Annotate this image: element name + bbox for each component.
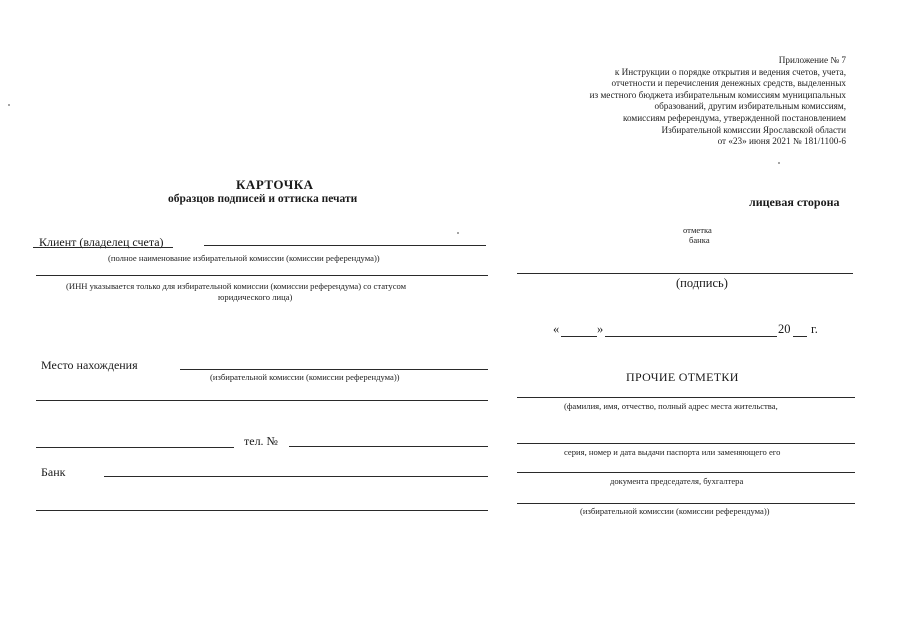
appendix-line: отчетности и перечисления денежных средств, выделенных — [611, 78, 846, 89]
card-title: КАРТОЧКА — [236, 177, 314, 192]
date-year-line — [793, 336, 807, 337]
other-marks-hint-3: документа председателя, бухгалтера — [610, 476, 744, 486]
inn-hint-line1: (ИНН указывается только для избирательной комиссии (комиссии референдума) со статусом — [66, 281, 407, 291]
other-marks-line-2 — [517, 443, 855, 444]
location-hint: (избирательной комиссии (комиссии референдума)) — [210, 372, 400, 382]
appendix-line: комиссиям референдума, утвержденной постановлением — [623, 112, 846, 123]
appendix-line: из местного бюджета избирательным комиссиям муниципальных — [589, 89, 846, 100]
other-marks-line-3 — [517, 472, 855, 473]
date-year-prefix: 20 — [778, 322, 791, 336]
scan-speck — [8, 104, 10, 106]
signature-hint: (подпись) — [676, 276, 728, 290]
date-quote-open: « — [553, 322, 560, 336]
appendix-line: образований, другим избирательным комиссиям, — [654, 101, 846, 112]
date-quote-close: » — [597, 322, 604, 336]
other-marks-title: ПРОЧИЕ ОТМЕТКИ — [626, 370, 739, 384]
phone-field-line — [289, 446, 488, 447]
client-hint: (полное наименование избирательной комиссии (комиссии референдума)) — [108, 253, 380, 263]
date-month-line — [605, 336, 777, 337]
client-underline-short — [33, 247, 173, 248]
scan-speck — [778, 162, 780, 164]
client-label: Клиент (владелец счета) — [39, 235, 164, 249]
appendix-line: Приложение № 7 — [778, 55, 846, 65]
bank-mark-label-line1: отметка — [683, 225, 712, 235]
card-subtitle: образцов подписей и оттиска печати — [168, 193, 358, 205]
appendix-line: от «23» июня 2021 № 181/1100-6 — [717, 136, 846, 147]
other-marks-line-4 — [517, 503, 855, 504]
inn-hint-line2: юридического лица) — [218, 292, 293, 302]
other-marks-hint-2: серия, номер и дата выдачи паспорта или заменяющего его — [564, 447, 781, 457]
bank-field-line-2 — [36, 510, 488, 511]
address-field-line — [36, 447, 234, 448]
bank-label: Банк — [41, 465, 66, 479]
other-marks-hint-4: (избирательной комиссии (комиссии референдума)) — [580, 506, 770, 516]
phone-label: тел. № — [244, 434, 279, 448]
signature-line — [517, 273, 853, 274]
appendix-header — [546, 55, 846, 148]
appendix-line: Избирательной комиссии Ярославской области — [661, 124, 846, 135]
other-marks-line-1 — [517, 397, 855, 398]
date-year-suffix: г. — [811, 322, 818, 336]
date-day-line — [561, 336, 597, 337]
bank-mark-label-line2: банка — [689, 235, 710, 245]
side-label: лицевая сторона — [749, 195, 840, 209]
location-label: Место нахождения — [41, 358, 138, 372]
inn-field-line — [36, 275, 488, 276]
location-field-line — [180, 369, 488, 370]
client-field-line — [204, 245, 486, 246]
other-marks-hint-1: (фамилия, имя, отчество, полный адрес места жительства, — [564, 401, 778, 411]
location-field-line-2 — [36, 400, 488, 401]
bank-field-line — [104, 476, 488, 477]
scan-speck — [457, 232, 459, 234]
appendix-line: к Инструкции о порядке открытия и ведения счетов, учета, — [614, 66, 846, 77]
